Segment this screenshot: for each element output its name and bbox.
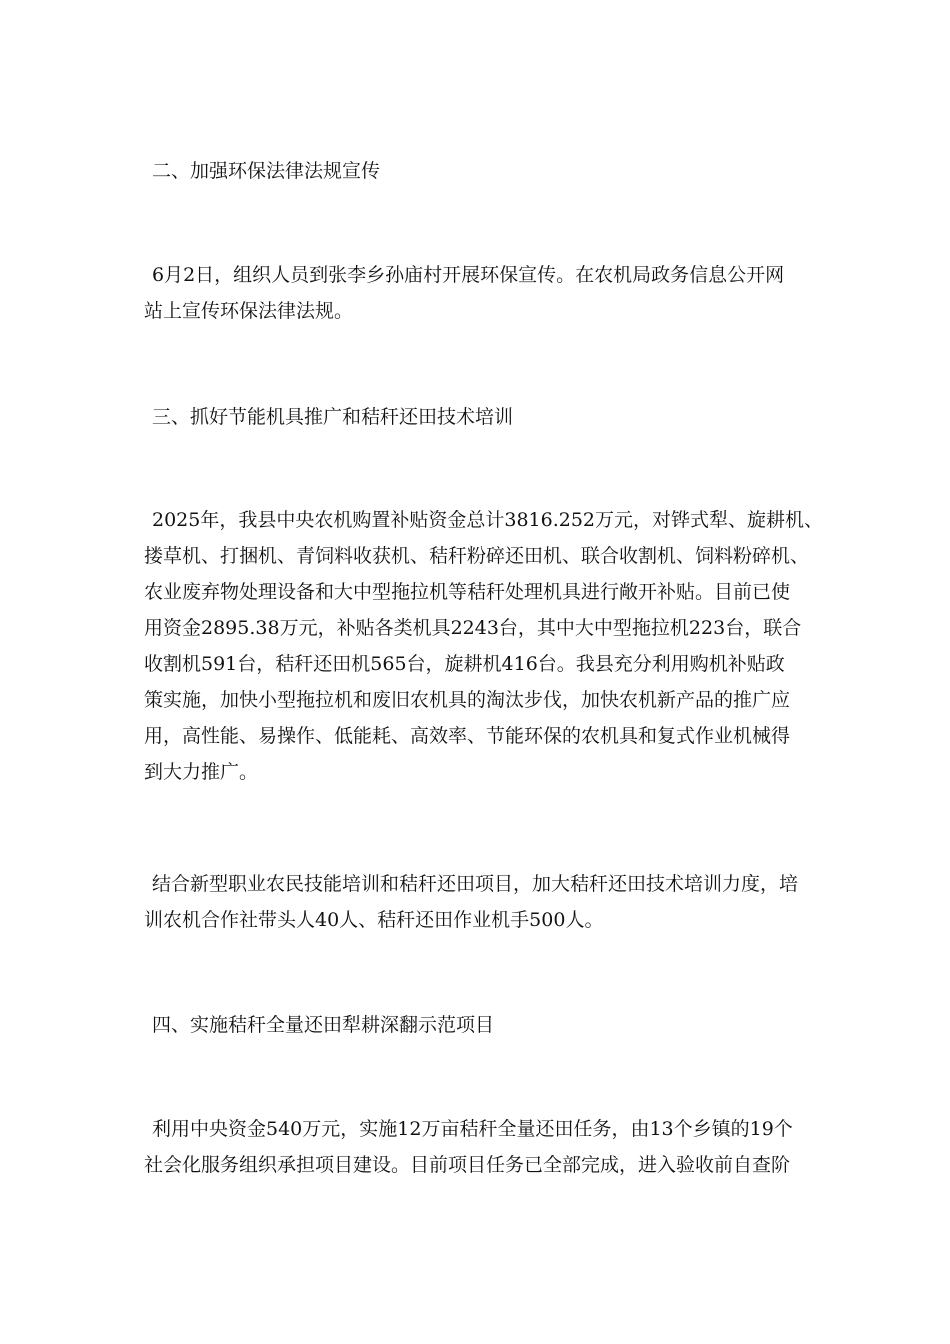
paragraph-line: 策实施，加快小型拖拉机和废旧农机具的淘汰步伐，加快农机新产品的推广应: [144, 689, 791, 711]
section-3-heading: [152, 399, 820, 435]
paragraph-line: 训农机合作社带头人40人、秸秆还田作业机手500人。: [144, 909, 604, 931]
paragraph-line: 到大力推广。: [144, 761, 259, 783]
section-heading-text: 四、实施秸秆全量还田犁耕深翻示范项目: [152, 1014, 495, 1036]
paragraph-line: 社会化服务组织承担项目建设。目前项目任务已全部完成，进入验收前自查阶: [144, 1154, 791, 1176]
section-4-paragraph: [144, 1111, 812, 1183]
section-heading-text: 二、加强环保法律法规宣传: [152, 160, 381, 182]
section-heading-text: 三、抓好节能机具推广和秸秆还田技术培训: [152, 406, 514, 428]
paragraph-line: 2025年，我县中央农机购置补贴资金总计3816.252万元，对铧式犁、旋耕机、: [152, 509, 824, 531]
section-3-paragraph-2: [144, 866, 812, 938]
section-2-paragraph: [144, 257, 812, 329]
paragraph-line: 农业废弃物处理设备和大中型拖拉机等秸秆处理机具进行敞开补贴。目前已使: [144, 581, 791, 603]
paragraph-line: 站上宣传环保法律法规。: [144, 300, 354, 322]
paragraph-line: 6月2日，组织人员到张李乡孙庙村开展环保宣传。在农机局政务信息公开网: [152, 264, 785, 286]
section-2-heading: [152, 153, 820, 189]
section-4-heading: [152, 1007, 820, 1043]
paragraph-line: 利用中央资金540万元，实施12万亩秸秆全量还田任务，由13个乡镇的19个: [152, 1118, 793, 1140]
paragraph-line: 搂草机、打捆机、青饲料收获机、秸秆粉碎还田机、联合收割机、饲料粉碎机、: [144, 545, 810, 567]
paragraph-line: 用资金2895.38万元，补贴各类机具2243台，其中大中型拖拉机223台，联合: [144, 617, 802, 639]
section-3-paragraph-1: [144, 502, 824, 790]
paragraph-line: 结合新型职业农民技能培训和秸秆还田项目，加大秸秆还田技术培训力度，培: [152, 873, 799, 895]
paragraph-line: 收割机591台，秸秆还田机565台，旋耕机416台。我县充分利用购机补贴政: [144, 653, 785, 675]
paragraph-line: 用，高性能、易操作、低能耗、高效率、节能环保的农机具和复式作业机械得: [144, 725, 791, 747]
